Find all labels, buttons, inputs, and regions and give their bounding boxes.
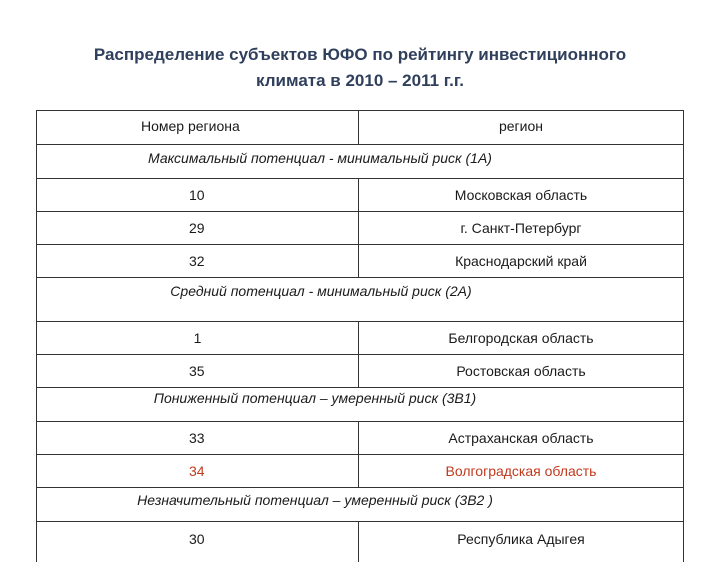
table-row xyxy=(37,355,683,388)
row-number: 32 xyxy=(37,245,359,277)
row-number: 29 xyxy=(37,212,359,244)
row-region: Ростовская область xyxy=(456,363,586,379)
group-label-1a: Максимальный потенциал - минимальный риск (1А) xyxy=(37,145,683,179)
row-number: 30 xyxy=(37,522,359,562)
group-label-3b1: Пониженный потенциал – умеренный риск (3В1) xyxy=(37,388,683,422)
table-row xyxy=(37,245,683,278)
table-row xyxy=(37,212,683,245)
title-line-1: Распределение субъектов ЮФО по рейтингу инвестиционного xyxy=(93,45,627,64)
page-title xyxy=(0,42,720,94)
row-region: Республика Адыгея xyxy=(457,531,585,547)
row-region: Астраханская область xyxy=(448,430,594,446)
row-region: Волгоградская область xyxy=(445,463,597,479)
table-header-row xyxy=(37,111,683,145)
header-number: Номер региона xyxy=(37,111,359,144)
row-region: Белгородская область xyxy=(448,330,594,346)
table-row xyxy=(37,322,683,355)
header-region: регион xyxy=(498,118,544,134)
region-rating-table xyxy=(36,110,684,562)
table-row xyxy=(37,179,683,212)
table-row xyxy=(37,422,683,455)
row-region: г. Санкт-Петербург xyxy=(460,220,582,236)
table-row-highlighted xyxy=(37,455,683,488)
row-number: 10 xyxy=(37,179,359,211)
row-number: 34 xyxy=(37,455,359,487)
table-row xyxy=(37,522,683,562)
group-label-2a: Средний потенциал - минимальный риск (2А) xyxy=(37,278,683,322)
row-number: 1 xyxy=(37,322,359,354)
row-region: Московская область xyxy=(454,187,588,203)
group-label-3b2: Незначительный потенциал – умеренный риск (3В2 ) xyxy=(37,488,683,522)
title-line-2: климата в 2010 – 2011 г.г. xyxy=(256,71,464,90)
row-number: 33 xyxy=(37,422,359,454)
row-number: 35 xyxy=(37,355,359,387)
row-region: Краснодарский край xyxy=(455,253,587,269)
